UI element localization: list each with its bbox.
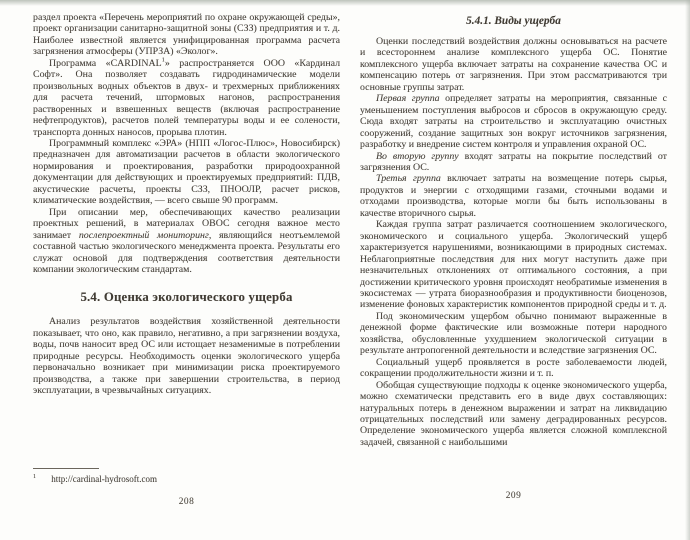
footnote-url: http://cardinal-hydrosoft.com [51, 474, 157, 484]
text-segment: Социальный ущерб проявляется в росте заболеваемости людей, сокращении продолжительности жизни и т. п. [360, 356, 667, 380]
text-segment: Каждая группа затрат различается соотношением экологического, экономического и социального ущерба. Экологический ущерб характеризуется нарушениями, возникающими в природных системах. Неблагоприятные последствия для них могут наступить даже при незначительных отклонениях от оптимального состояния, а при достижении критического уровня происходят необратимые изменения в экосистемах — утрата биоразнообразия и продуктивности биоценозов, изменение фоновых характеристик компонентов природной среды и т. д. [360, 219, 667, 311]
text-segment: раздел проекта «Перечень мероприятий по охране окружающей среды», проект организации санитарно-защитной зоны (СЗЗ) предприятия и т. д. Наиболее известной является унифицированная программа расчета загрязнения атмосферы (УПРЗА) «Эколог». [33, 12, 340, 58]
text-segment: включает затраты на возмещение потерь сырья, продуктов и энергии с отходящими газами, сточными водами и отходами производства, которые могли бы быть использованы в качестве вторичного сырья. [360, 173, 667, 219]
paragraph [33, 58, 340, 138]
text-segment: Программный комплекс «ЭРА» (НПП «Логос-Плюс», Новосибирск) предназначен для автоматизации расчетов в области экологического нормирования и проектирования, разработки природоохранной документации для действующих и проектируемых предприятий: ПДВ, акустические расчеты, проекты СЗЗ, ПНООЛР, расчет рисков, климатические воздействия, — всего свыше 90 программ. [33, 137, 340, 207]
paragraph [360, 357, 667, 380]
paragraph [360, 151, 667, 174]
footnote-marker: 1 [33, 474, 36, 480]
footnote [33, 468, 340, 484]
text-segment: входят затраты на покрытие последствий от загрязнения ОС. [360, 150, 667, 173]
right-page [360, 0, 667, 540]
text-segment: Под экономическим ущербом обычно понимают выраженные в денежной форме фактические или возможные потери народного хозяйства, обусловленные ухудшением экологической ситуации в результате антропогенной деятельности и вследствие загрязнения ОС. [360, 310, 667, 357]
paragraph [360, 311, 667, 357]
text-segment: Программа «CARDINAL [49, 57, 162, 69]
text-segment: Анализ результатов воздействия хозяйственной деятельности показывает, что оно, как правило, негативно, а при загрязнении воздуха, воды, почв наносит вред ОС или истощает незаменимые в потреблении природные ресурсы. Необходимость оценки экологического ущерба первоначально возникает при минимизации риска проектируемого производства, а также при завершении строительства, в период эксплуатации, в чрезвычайных ситуациях. [33, 316, 340, 397]
paragraph [33, 207, 340, 276]
text-segment: » распространяется ООО «Кардинал Софт». Она позволяет создавать гидродинамические модели произвольных водных объектов в двух- и трехмерных приближениях для расчета течений, штормовых нагонов, распространения растворенных и взвешенных веществ (включая распространение нефтепродуктов), расчетов полей температуры воды и ее солености, транспорта донных наносов, прорыва плотин. [33, 57, 340, 138]
paragraph [33, 138, 340, 207]
paragraph [360, 173, 667, 219]
left-page [33, 0, 340, 540]
text-segment: определяет затраты на мероприятия, связанные с уменьшением поступления выбросов и сбросов в окружающую среду. Сюда входят затраты на строительство и эксплуатацию очистных сооружений, создание защитных зон вокруг источников загрязнения, разработку и внедрение систем контроля и управления охраной ОС. [360, 93, 667, 151]
right-page-text-column [360, 12, 667, 448]
text-segment: Обобщая существующие подходы к оценке экономического ущерба, можно схематически представить его в виде двух составляющих: натуральных потерь в денежном выражении и затрат на ликвидацию отрицательных последствий или замену деградированных ресурсов. Определение экономического ущерба является сложной комплексной задачей, связанной с наибольшими [360, 379, 667, 448]
text-segment: Оценки последствий воздействия должны основываться на расчете и всестороннем анализе комплексного ущерба ОС. Понятие комплексного ущерба включает затраты на сохранение качества ОС и компенсацию потерь от загрязнения. При этом рассматриваются три основные группы затрат. [360, 36, 667, 93]
left-page-text-column [33, 12, 340, 397]
paragraph [33, 12, 340, 58]
text-segment: , являющийся неотъемлемой составной частью экологического менеджмента проекта. Результаты его служат основой для подтверждения соответствия деятельности компании экологическим стандартам. [33, 229, 340, 275]
paragraph [360, 93, 667, 150]
text-segment: послепроектный мониторинг [78, 229, 209, 241]
page-number: 209 [505, 491, 522, 501]
paragraph [360, 219, 667, 311]
paragraph [360, 36, 667, 93]
paragraph [33, 316, 340, 396]
footnote-divider [33, 468, 99, 469]
text-segment: Во вторую группу [376, 150, 459, 162]
text-segment: При описании мер, обеспечивающих качество реализации проектных решений, в материалах ОВОС сегодня важное место занимает [33, 206, 340, 241]
section-heading: 5.4.1. Виды ущерба [466, 15, 561, 27]
footnote-ref: 1 [161, 56, 165, 64]
paragraph [360, 380, 667, 449]
text-segment: Третья группа [376, 173, 441, 185]
scan-edge-right [685, 0, 690, 540]
footnote-text [33, 474, 340, 484]
text-segment: Первая группа [376, 93, 440, 105]
page-number: 208 [178, 497, 195, 507]
section-heading: 5.4. Оценка экологического ущерба [80, 290, 293, 305]
